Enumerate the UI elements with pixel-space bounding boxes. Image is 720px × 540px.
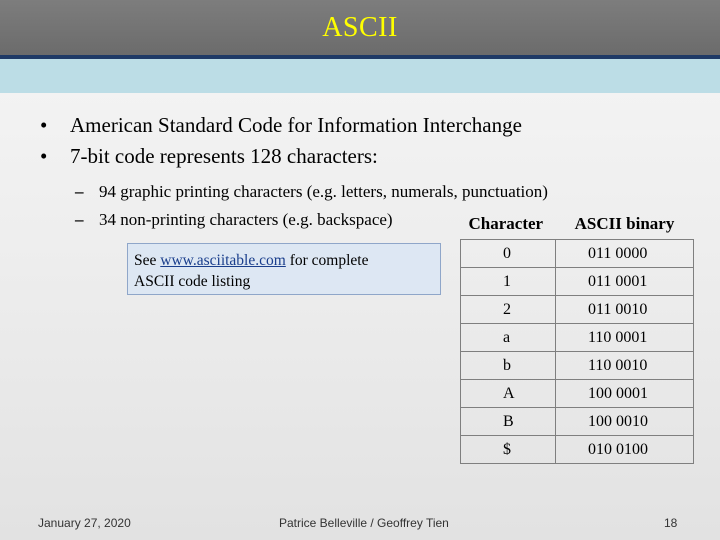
page-number: 18	[664, 516, 678, 530]
dash-icon: –	[75, 210, 84, 229]
table-row	[461, 352, 694, 380]
bullet-icon: •	[40, 113, 48, 137]
binary-cell: 011 0000	[556, 240, 694, 268]
column-header-character: Character	[468, 214, 544, 233]
header-band	[0, 59, 720, 93]
binary-cell: 110 0001	[556, 324, 694, 352]
note-box	[127, 243, 441, 295]
bullet-text: American Standard Code for Information Interchange	[70, 113, 522, 137]
bullet-item	[40, 110, 522, 141]
note-prefix: See	[134, 252, 161, 269]
ascii-table	[460, 209, 694, 464]
note-suffix: for complete	[285, 252, 369, 269]
binary-cell: 110 0010	[556, 352, 694, 380]
bullet-item	[40, 141, 522, 172]
asciitable-link[interactable]: www.asciitable.com	[160, 252, 286, 269]
character-cell: A	[461, 380, 556, 408]
dash-icon: –	[75, 182, 84, 201]
character-cell: b	[461, 352, 556, 380]
slide-title: ASCII	[322, 12, 398, 43]
column-header-binary: ASCII binary	[574, 214, 675, 233]
table-row	[461, 380, 694, 408]
binary-cell: 011 0010	[556, 296, 694, 324]
table-row	[461, 296, 694, 324]
table-row	[461, 408, 694, 436]
bullet-text: 7-bit code represents 128 characters:	[70, 144, 378, 168]
footer-date: January 27, 2020	[38, 516, 131, 530]
character-cell: $	[461, 436, 556, 464]
sub-bullet-item	[75, 178, 548, 206]
character-cell: 1	[461, 268, 556, 296]
binary-cell: 100 0010	[556, 408, 694, 436]
binary-cell: 010 0100	[556, 436, 694, 464]
bullet-list	[40, 110, 522, 172]
table-row	[461, 324, 694, 352]
binary-cell: 011 0001	[556, 268, 694, 296]
sub-bullet-text: 94 graphic printing characters (e.g. letters, numerals, punctuation)	[99, 182, 548, 201]
sub-bullet-text: 34 non-printing characters (e.g. backspace)	[99, 210, 393, 229]
character-cell: B	[461, 408, 556, 436]
bullet-icon: •	[40, 144, 48, 168]
title-bar	[0, 0, 720, 56]
table-header-row	[461, 209, 694, 240]
character-cell: a	[461, 324, 556, 352]
binary-cell: 100 0001	[556, 380, 694, 408]
note-line2: ASCII code listing	[134, 273, 251, 290]
table-row	[461, 436, 694, 464]
table-row	[461, 268, 694, 296]
footer-author: Patrice Belleville / Geoffrey Tien	[279, 516, 449, 530]
character-cell: 2	[461, 296, 556, 324]
table-row	[461, 240, 694, 268]
character-cell: 0	[461, 240, 556, 268]
